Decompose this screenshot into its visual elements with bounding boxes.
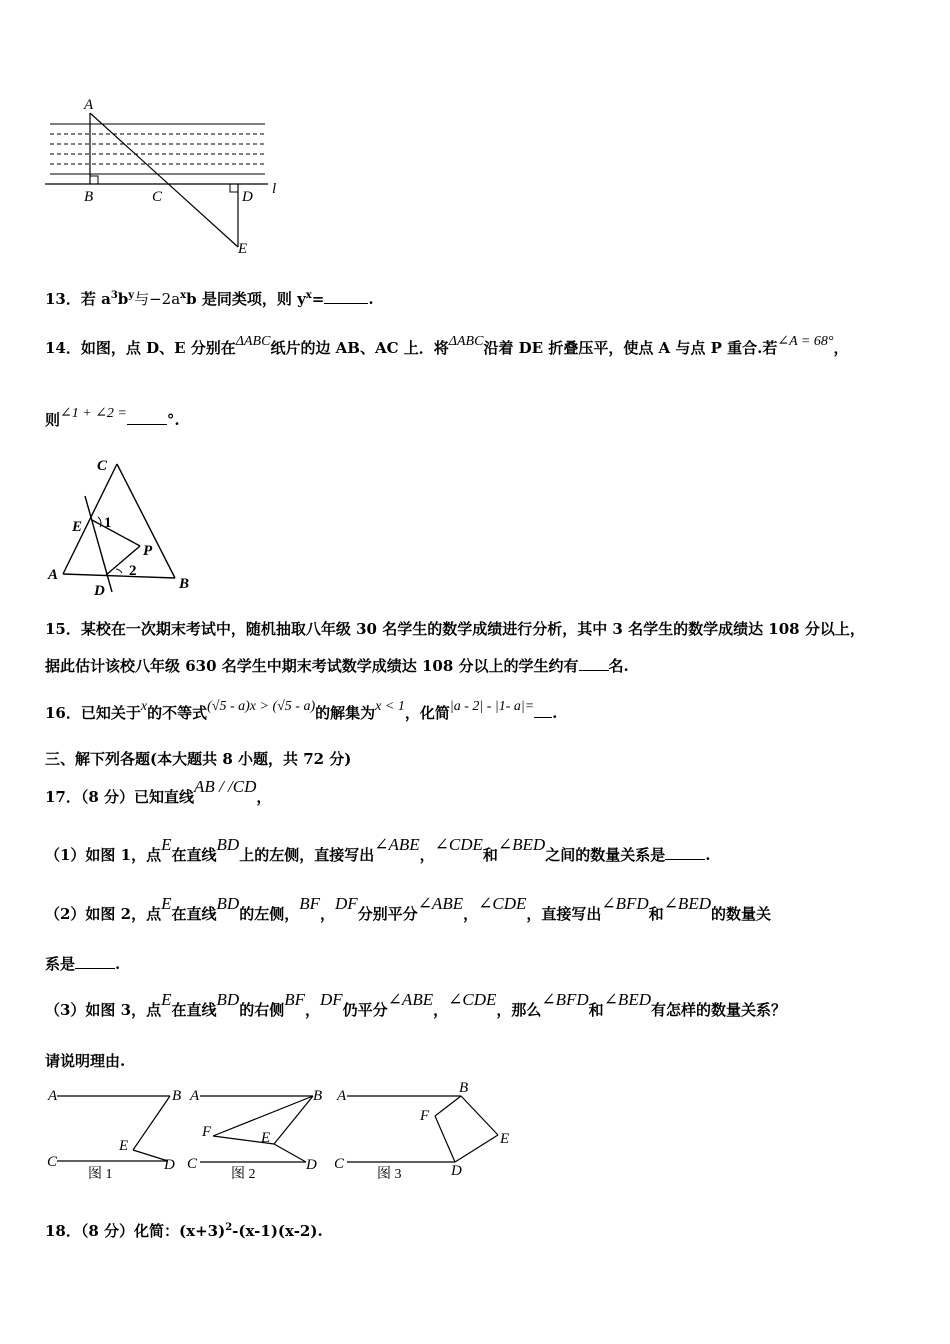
answer-blank[interactable] [75, 954, 115, 969]
label-D: D [242, 189, 253, 205]
q17-text: 上的左侧，直接写出 [239, 846, 375, 864]
label-E: E [238, 241, 248, 257]
question-17-part3-line2 [45, 1051, 125, 1071]
q14-text: 纸片的边 AB、AC 上．将 [270, 339, 449, 357]
math-x: x [140, 699, 148, 714]
q17-text: 和 [588, 1001, 604, 1019]
label-A: A [48, 1088, 58, 1104]
question-14 [45, 334, 849, 360]
q16-number: 16． [45, 704, 81, 722]
q13-exp: x [180, 290, 187, 301]
math-e: E [161, 894, 172, 913]
q17-text: . [115, 955, 121, 973]
q16-text: 的解集为 [315, 704, 376, 722]
label-D: D [451, 1163, 462, 1179]
math-triangle-abc: ΔABC [235, 334, 271, 349]
label-2: 2 [129, 563, 137, 579]
label-A: A [48, 567, 59, 583]
q18-text: （8 分）化简：(x+3) [80, 1222, 226, 1240]
q16-text: 已知关于 [80, 704, 141, 722]
q17-text: 的右侧 [239, 1001, 285, 1019]
answer-blank[interactable] [579, 656, 609, 671]
math-expression: |a - 2| - |1- a|= [449, 699, 535, 714]
q17-text: 之间的数量关系是 [545, 846, 666, 864]
answer-blank[interactable] [534, 703, 552, 718]
caption-fig1: 图 1 [88, 1167, 113, 1182]
question-17 [45, 777, 272, 807]
math-angle-sum: ∠1 + ∠2 = [60, 406, 127, 421]
question-17-part3 [45, 990, 786, 1020]
math-solution: x < 1 [375, 699, 405, 714]
q16-text: 的不等式 [147, 704, 208, 722]
label-E: E [72, 519, 83, 535]
q17-text: 的左侧， [239, 905, 300, 923]
figure-folded-triangle [40, 452, 210, 600]
q14-text: 沿着 DE 折叠压平，使点 A 与点 P 重合.若 [483, 339, 778, 357]
q17-text: 的数量关 [710, 905, 771, 923]
q13-text: 与−2a [134, 290, 181, 308]
q14-text: 如图，点 D、E 分别在 [80, 339, 236, 357]
label-l: l [272, 181, 277, 197]
math-triangle-abc: ΔABC [448, 334, 484, 349]
label-C: C [334, 1156, 345, 1172]
q18-exp: 2 [225, 1222, 233, 1233]
question-17-part2-line2 [45, 954, 120, 974]
q13-text: b 是同类项，则 y [186, 290, 306, 308]
question-13 [45, 286, 374, 309]
q13-text: b [117, 290, 129, 308]
q17-text: 在直线 [171, 1001, 217, 1019]
q14-text: °. [166, 411, 180, 429]
question-14-line2 [45, 406, 180, 432]
q17-text: ， [463, 905, 479, 923]
q17-text: 仍平分 [342, 1001, 388, 1019]
q17-text: 在直线 [171, 905, 217, 923]
q13-exp: y [128, 290, 135, 301]
q17-text: 在直线 [171, 846, 217, 864]
q17-text: ，直接写出 [526, 905, 602, 923]
math-angle: ∠CDE [448, 990, 497, 1009]
q17-text: ， [319, 905, 335, 923]
label-D: D [94, 583, 105, 599]
q17-text: （2）如图 2，点 [45, 905, 162, 923]
answer-blank[interactable] [324, 289, 368, 304]
q17-text: 分别平分 [357, 905, 418, 923]
label-A: A [337, 1088, 347, 1104]
figure-17-3 [334, 1080, 509, 1182]
math-angle: ∠CDE [478, 894, 527, 913]
label-B: B [172, 1088, 182, 1104]
math-angle: ∠BED [497, 835, 546, 854]
caption-fig3: 图 3 [377, 1167, 402, 1182]
figure-17-2 [187, 1088, 322, 1182]
q17-text: 系是 [45, 955, 76, 973]
q18-text: -(x-1)(x-2). [232, 1222, 323, 1240]
math-angle: ∠ABE [417, 894, 464, 913]
section-title: 三、解下列各题(本大题共 8 小题，共 72 分) [45, 750, 352, 768]
label-A: A [84, 97, 94, 113]
math-df: DF [335, 894, 358, 913]
q17-text: . [705, 846, 711, 864]
question-15-line2 [45, 656, 629, 676]
math-inequality: (√5 - a)x > (√5 - a) [207, 699, 316, 714]
label-E: E [500, 1131, 510, 1147]
figure-parallel-lines [40, 95, 290, 260]
label-A: A [190, 1088, 200, 1104]
q17-text: 和 [482, 846, 498, 864]
math-e: E [161, 990, 172, 1009]
label-E: E [261, 1130, 271, 1146]
question-15-line1 [45, 619, 865, 639]
math-df: DF [320, 990, 343, 1009]
label-P: P [143, 543, 153, 559]
label-D: D [164, 1157, 175, 1173]
q17-number: 17． [45, 788, 81, 806]
label-F: F [202, 1124, 212, 1140]
q15-text: 名. [608, 657, 629, 675]
math-e: E [161, 835, 172, 854]
math-angle: ∠CDE [434, 835, 483, 854]
label-B: B [459, 1080, 469, 1096]
q13-text: 若 a [80, 290, 111, 308]
q17-text: （8 分）已知直线 [80, 788, 195, 806]
q13-text: . [368, 290, 374, 308]
label-B: B [313, 1088, 323, 1104]
math-bf: BF [299, 894, 320, 913]
math-bf: BF [284, 990, 305, 1009]
label-1: 1 [104, 515, 112, 531]
math-angle: ∠ABE [374, 835, 420, 854]
math-bd: BD [216, 894, 240, 913]
label-C: C [187, 1156, 198, 1172]
q17-text: 和 [648, 905, 664, 923]
q17-text: ， [304, 1001, 320, 1019]
q17-text: 请说明理由. [45, 1052, 126, 1070]
q14-number: 14． [45, 339, 81, 357]
math-angle: ∠BFD [601, 894, 649, 913]
math-bd: BD [216, 990, 240, 1009]
question-17-part2 [45, 894, 771, 924]
q17-text: ， [419, 846, 435, 864]
math-angle-a: ∠A = 68° [777, 334, 834, 349]
q15-text: 据此估计该校八年级 630 名学生中期末考试数学成绩达 108 分以上的学生约有 [45, 657, 579, 675]
q13-text: = [311, 290, 325, 308]
question-16 [45, 699, 558, 725]
question-18 [45, 1218, 323, 1241]
label-B: B [179, 576, 190, 592]
q18-number: 18． [45, 1222, 81, 1240]
label-C: C [152, 189, 163, 205]
q16-text: ，化简 [404, 704, 450, 722]
q14-text: 则 [45, 411, 61, 429]
label-B: B [84, 189, 94, 205]
q16-text: . [552, 704, 558, 722]
q17-text: ，那么 [496, 1001, 542, 1019]
section-heading [45, 749, 351, 769]
q13-exp: x [305, 290, 312, 301]
label-C: C [97, 458, 108, 474]
answer-blank[interactable] [665, 845, 705, 860]
q17-text: （3）如图 3，点 [45, 1001, 162, 1019]
math-bd: BD [216, 835, 240, 854]
q17-text: ， [433, 1001, 449, 1019]
q17-text: 有怎样的数量关系？ [650, 1001, 786, 1019]
figure-17-1 [47, 1088, 181, 1182]
q13-number: 13． [45, 290, 81, 308]
figure-17-set [40, 1080, 520, 1185]
label-C: C [47, 1154, 58, 1170]
q15-text: 15．某校在一次期末考试中，随机抽取八年级 30 名学生的数学成绩进行分析，其中 3 名学生的数学成绩达 108 分以上， [45, 620, 865, 638]
label-F: F [420, 1108, 430, 1124]
q14-text: ， [833, 339, 849, 357]
math-angle: ∠BFD [541, 990, 589, 1009]
math-angle: ∠BED [603, 990, 651, 1009]
math-angle: ∠ABE [387, 990, 434, 1009]
q17-text: （1）如图 1，点 [45, 846, 162, 864]
label-D: D [306, 1157, 317, 1173]
math-angle: ∠BED [663, 894, 711, 913]
label-E: E [119, 1138, 129, 1154]
q17-text: ， [256, 788, 272, 806]
q13-exp: 3 [110, 290, 118, 301]
math-parallel: AB / /CD [194, 777, 257, 796]
caption-fig2: 图 2 [231, 1167, 256, 1182]
question-17-part1 [45, 835, 711, 865]
answer-blank[interactable] [127, 410, 167, 425]
